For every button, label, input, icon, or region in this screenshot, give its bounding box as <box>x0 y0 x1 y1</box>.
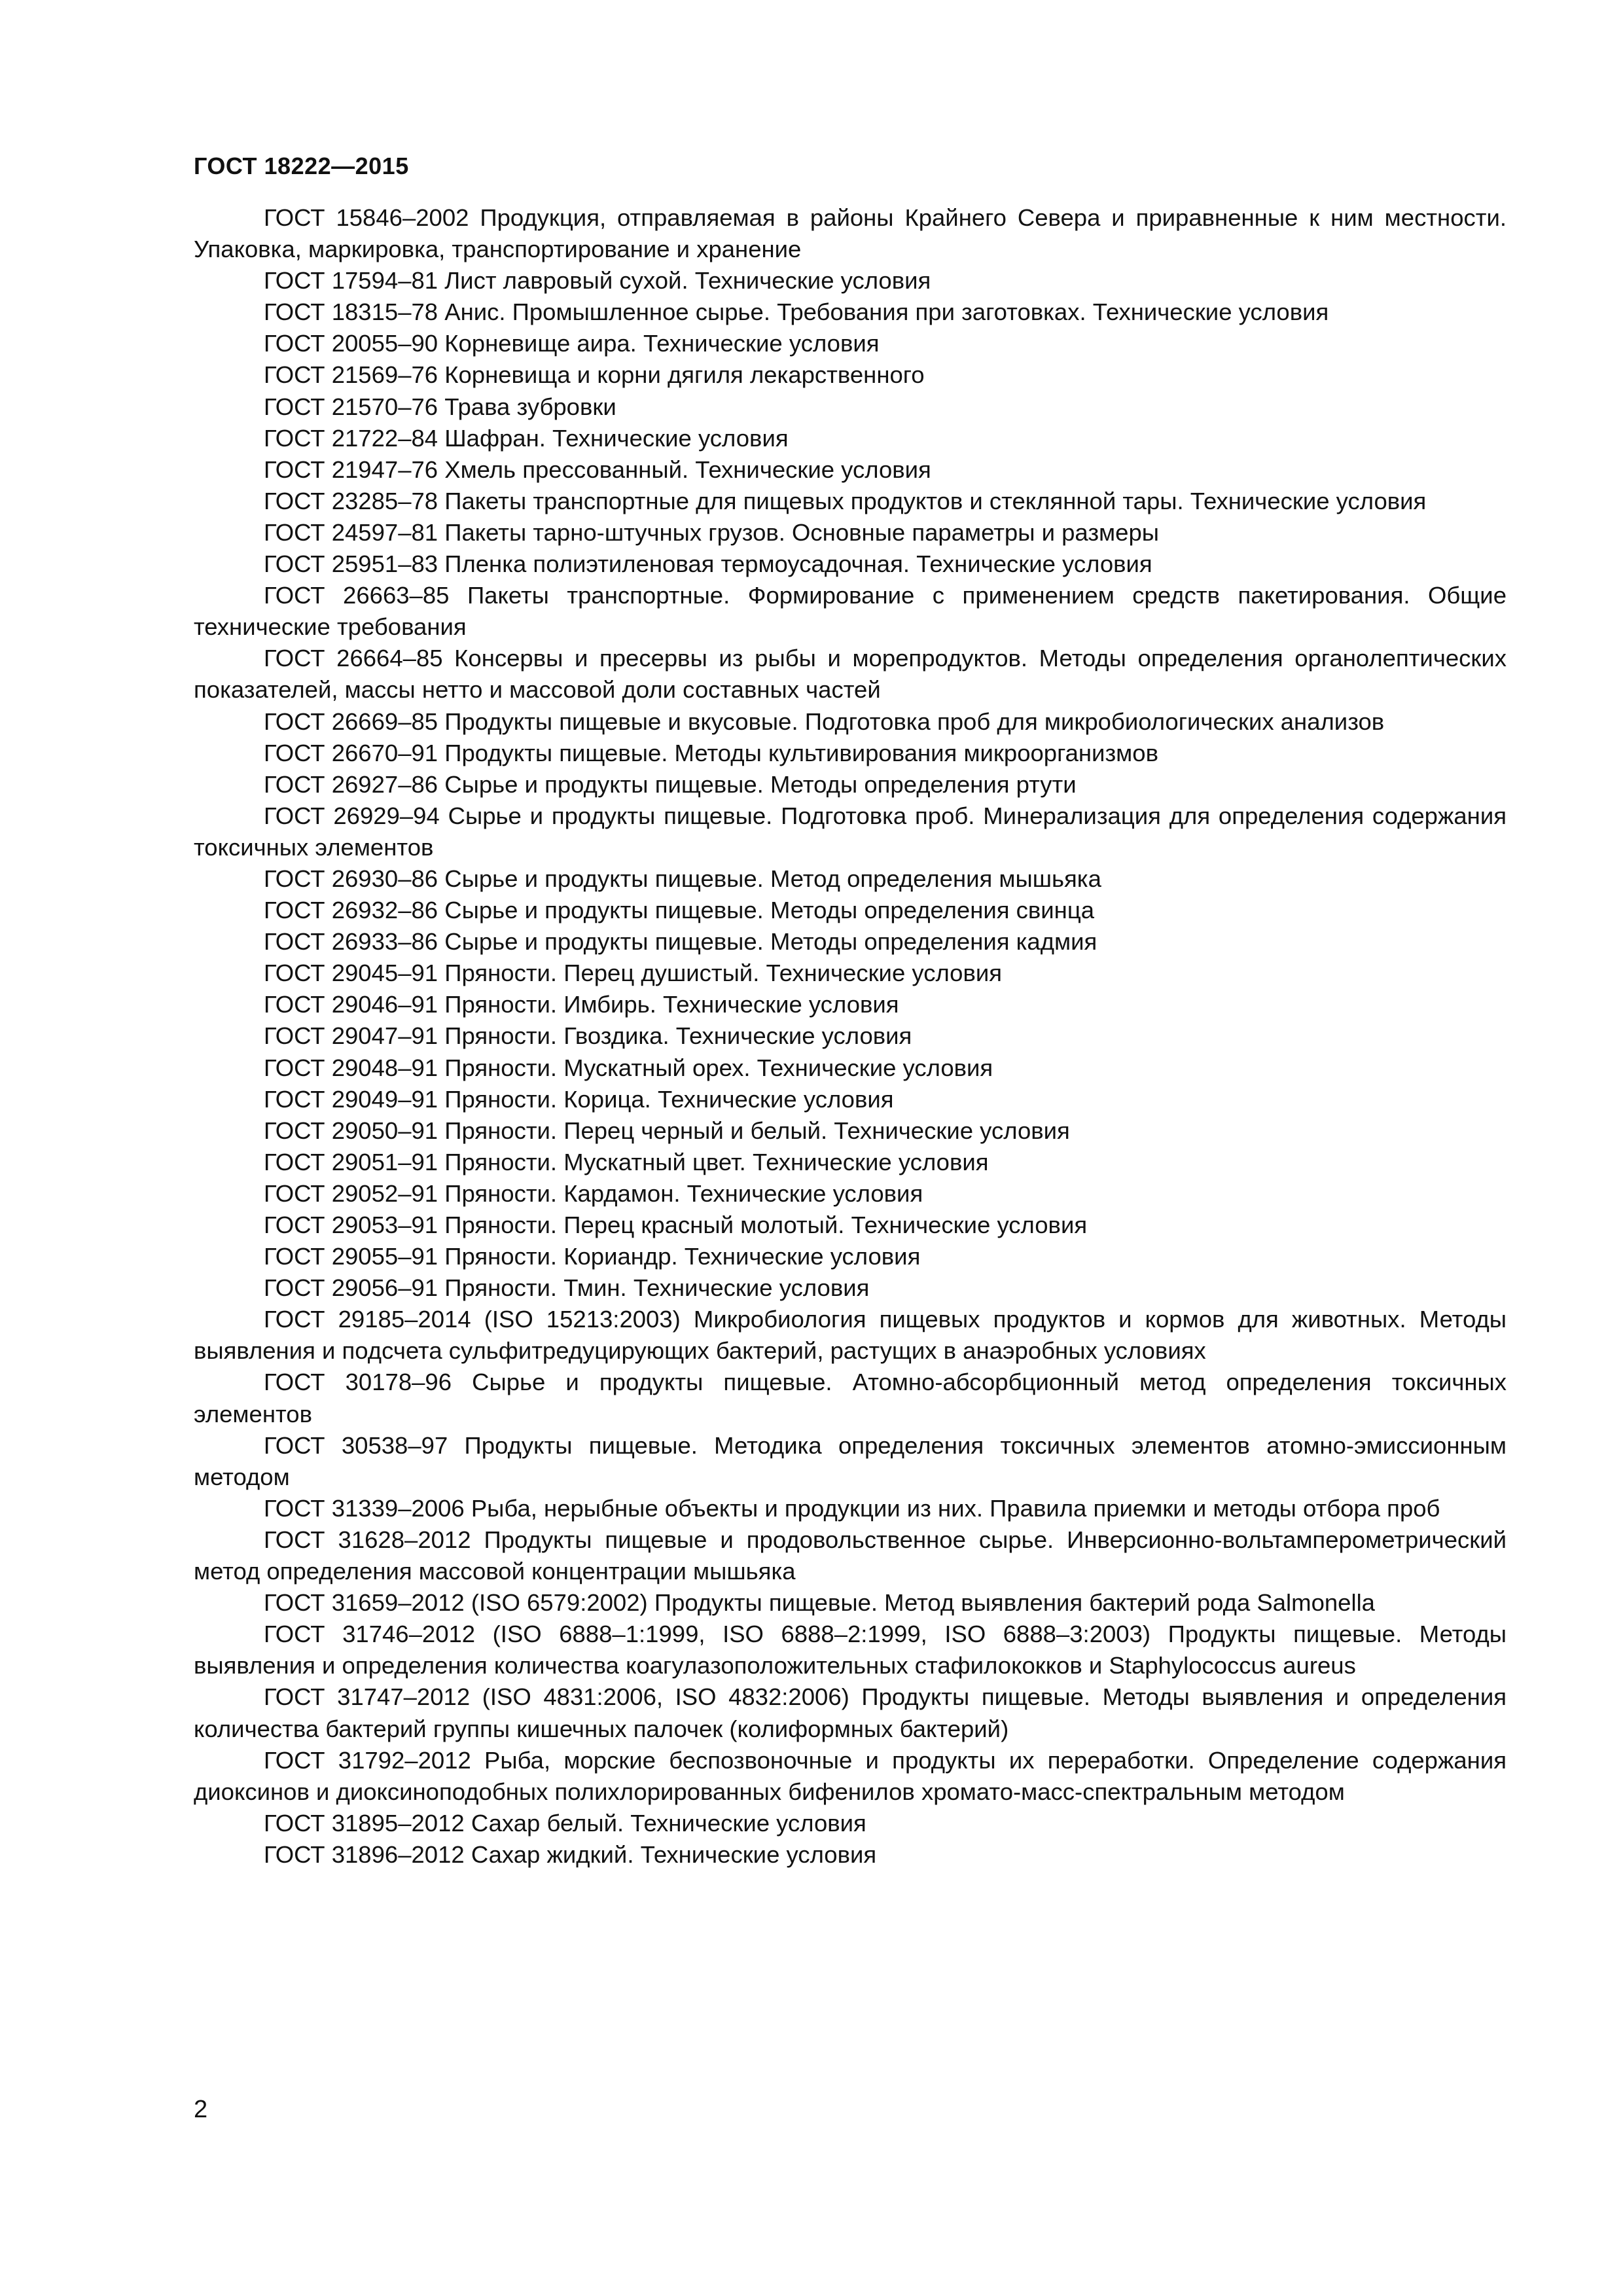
reference-entry: ГОСТ 30538–97 Продукты пищевые. Методика определения токсичных элементов атомно-эмиссионным методом <box>194 1431 1507 1490</box>
reference-entry: ГОСТ 24597–81 Пакеты тарно-штучных грузов. Основные параметры и размеры <box>264 518 1159 546</box>
reference-entry: ГОСТ 31628–2012 Продукты пищевые и продовольственное сырье. Инверсионно-вольтамперометрический метод определения массовой концентрации мышьяка <box>194 1526 1507 1585</box>
reference-entry: ГОСТ 26930–86 Сырье и продукты пищевые. Метод определения мышьяка <box>264 865 1101 892</box>
reference-entry: ГОСТ 29046–91 Пряности. Имбирь. Технические условия <box>264 991 899 1018</box>
reference-entry: ГОСТ 25951–83 Пленка полиэтиленовая термоусадочная. Технические условия <box>264 550 1152 578</box>
reference-entry: ГОСТ 17594–81 Лист лавровый сухой. Технические условия <box>264 267 931 295</box>
reference-entry: ГОСТ 29053–91 Пряности. Перец красный молотый. Технические условия <box>264 1211 1088 1238</box>
reference-entry: ГОСТ 29049–91 Пряности. Корица. Технические условия <box>264 1085 894 1113</box>
normative-references-list <box>194 202 1507 1871</box>
reference-entry: ГОСТ 29045–91 Пряности. Перец душистый. Технические условия <box>264 960 1003 987</box>
reference-entry: ГОСТ 31746–2012 (ISO 6888–1:1999, ISO 6888–2:1999, ISO 6888–3:2003) Продукты пищевые. Методы выявления и определения количества коагулазоположительных стафилококков и Staphylococcus aureus <box>194 1621 1507 1679</box>
reference-entry: ГОСТ 21570–76 Трава зубровки <box>264 393 616 420</box>
reference-entry: ГОСТ 29051–91 Пряности. Мускатный цвет. Технические условия <box>264 1148 989 1175</box>
reference-entry: ГОСТ 31895–2012 Сахар белый. Технические условия <box>264 1809 866 1837</box>
reference-entry: ГОСТ 29047–91 Пряности. Гвоздика. Технические условия <box>264 1022 912 1050</box>
reference-entry: ГОСТ 26933–86 Сырье и продукты пищевые. Методы определения кадмия <box>264 928 1097 956</box>
page-number: 2 <box>194 2096 208 2123</box>
reference-entry: ГОСТ 15846–2002 Продукция, отправляемая в районы Крайнего Севера и приравненные к ним местности. Упаковка, маркировка, транспортирование и хранение <box>194 204 1507 263</box>
reference-entry: ГОСТ 26927–86 Сырье и продукты пищевые. Методы определения ртути <box>264 770 1077 798</box>
reference-entry: ГОСТ 21722–84 Шафран. Технические условия <box>264 424 789 452</box>
reference-entry: ГОСТ 29056–91 Пряности. Тмин. Технические условия <box>264 1274 870 1302</box>
reference-entry: ГОСТ 31747–2012 (ISO 4831:2006, ISO 4832:2006) Продукты пищевые. Методы выявления и определения количества бактерий группы кишечных палочек (колиформных бактерий) <box>194 1683 1507 1742</box>
reference-entry: ГОСТ 31792–2012 Рыба, морские беспозвоночные и продукты их переработки. Определение содержания диоксинов и диоксиноподобных полихлорированных бифенилов хромато-масс-спектральным методом <box>194 1746 1507 1805</box>
reference-entry: ГОСТ 29185–2014 (ISO 15213:2003) Микробиология пищевых продуктов и кормов для животных. Методы выявления и подсчета сульфитредуцирующих бактерий, растущих в анаэробных условиях <box>194 1306 1507 1365</box>
reference-entry: ГОСТ 26664–85 Консервы и пресервы из рыбы и морепродуктов. Методы определения органолептических показателей, массы нетто и массовой доли составных частей <box>194 645 1507 704</box>
reference-entry: ГОСТ 20055–90 Корневище аира. Технические условия <box>264 330 880 357</box>
reference-entry: ГОСТ 23285–78 Пакеты транспортные для пищевых продуктов и стеклянной тары. Технические условия <box>264 487 1427 514</box>
reference-entry: ГОСТ 29050–91 Пряности. Перец черный и белый. Технические условия <box>264 1117 1070 1144</box>
reference-entry: ГОСТ 18315–78 Анис. Промышленное сырье. Требования при заготовках. Технические условия <box>264 298 1329 326</box>
reference-entry: ГОСТ 31659–2012 (ISO 6579:2002) Продукты пищевые. Метод выявления бактерий рода Salmonella <box>264 1589 1375 1617</box>
reference-entry: ГОСТ 29055–91 Пряности. Кориандр. Технические условия <box>264 1243 921 1270</box>
reference-entry: ГОСТ 30178–96 Сырье и продукты пищевые. Атомно-абсорбционный метод определения токсичных элементов <box>194 1369 1507 1427</box>
reference-entry: ГОСТ 29052–91 Пряности. Кардамон. Технические условия <box>264 1179 923 1207</box>
reference-entry: ГОСТ 21569–76 Корневища и корни дягиля лекарственного <box>264 361 925 389</box>
reference-entry: ГОСТ 29048–91 Пряности. Мускатный орех. Технические условия <box>264 1054 993 1081</box>
reference-entry: ГОСТ 26929–94 Сырье и продукты пищевые. Подготовка проб. Минерализация для определения содержания токсичных элементов <box>194 802 1507 861</box>
reference-entry: ГОСТ 26669–85 Продукты пищевые и вкусовые. Подготовка проб для микробиологических анализов <box>264 708 1385 735</box>
reference-entry: ГОСТ 31339–2006 Рыба, нерыбные объекты и продукции из них. Правила приемки и методы отбора проб <box>264 1494 1440 1522</box>
reference-entry: ГОСТ 26663–85 Пакеты транспортные. Формирование с применением средств пакетирования. Общие технические требования <box>194 582 1507 641</box>
reference-entry: ГОСТ 26932–86 Сырье и продукты пищевые. Методы определения свинца <box>264 897 1095 924</box>
reference-entry: ГОСТ 21947–76 Хмель прессованный. Технические условия <box>264 456 931 483</box>
reference-entry: ГОСТ 31896–2012 Сахар жидкий. Технические условия <box>264 1840 877 1868</box>
reference-entry: ГОСТ 26670–91 Продукты пищевые. Методы культивирования микроорганизмов <box>264 739 1158 766</box>
document-header: ГОСТ 18222—2015 <box>194 152 409 179</box>
